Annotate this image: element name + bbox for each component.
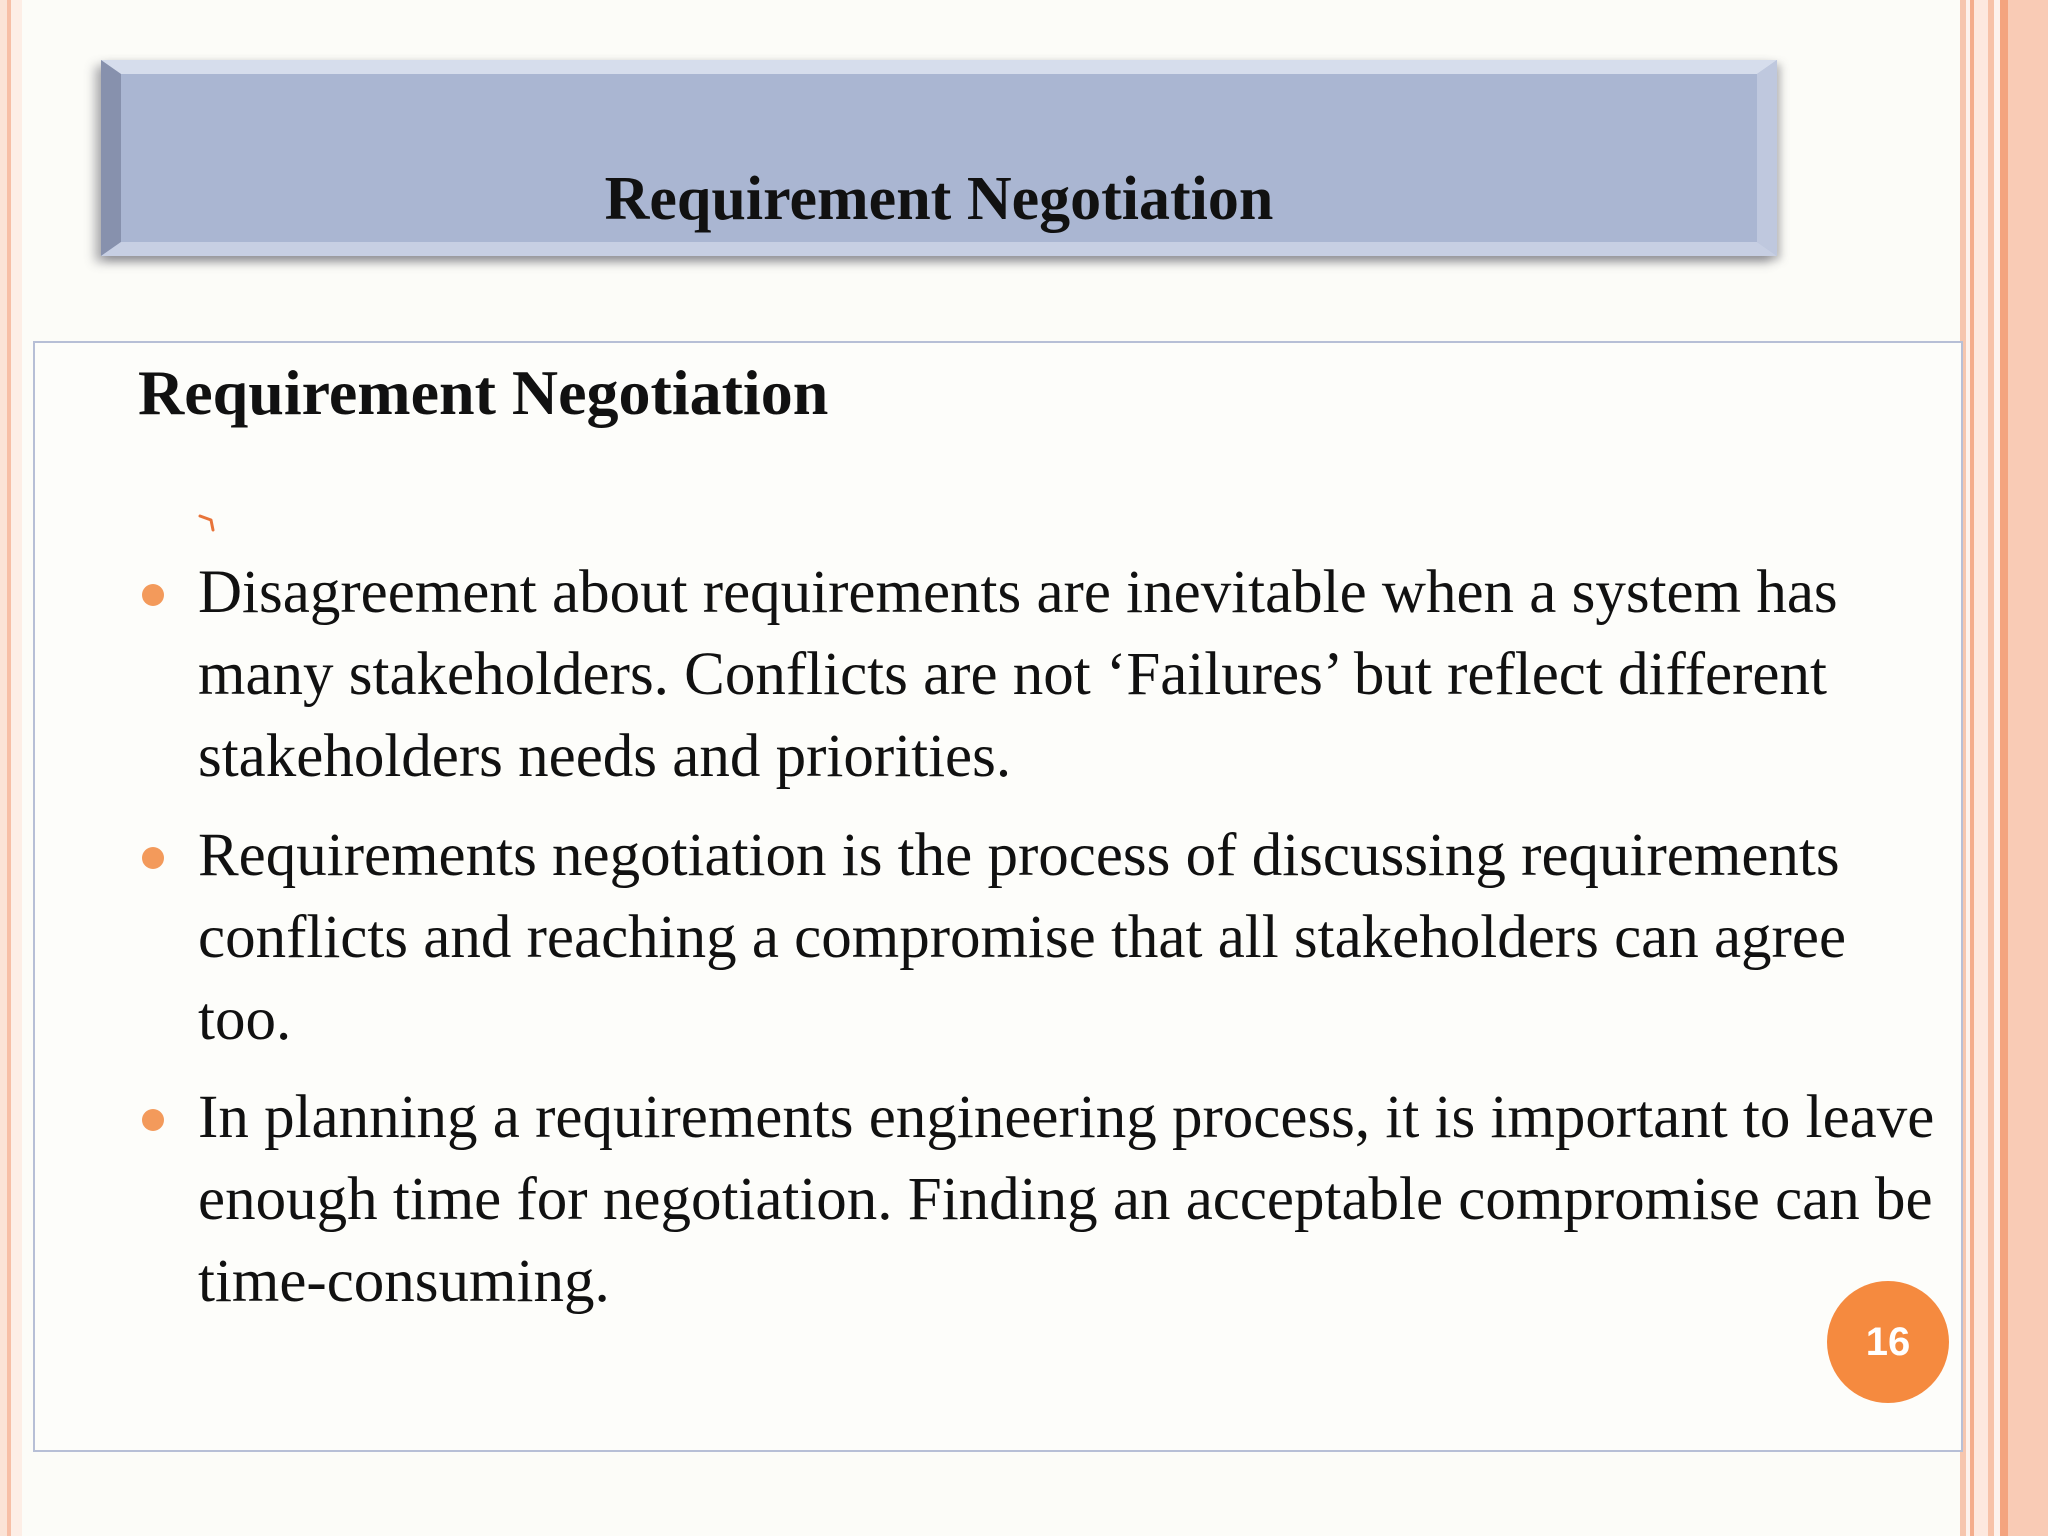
right-decorative-border — [1960, 0, 2048, 1536]
circle-bullet-icon — [142, 584, 164, 606]
title-bar — [101, 60, 1777, 256]
bullet-item — [198, 1077, 1938, 1323]
slide-title: Requirement Negotiation — [604, 165, 1274, 233]
check-mark-icon — [197, 508, 223, 534]
content-subheading: Requirement Negotiation — [138, 357, 829, 428]
circle-bullet-icon — [142, 847, 164, 869]
left-decorative-border — [0, 0, 22, 1536]
page-number-badge: 16 — [1827, 1281, 1949, 1403]
bullet-item — [198, 815, 1938, 1061]
bullet-text: Disagreement about requirements are inevitable when a system has many stakeholders. Conflicts are not ‘Failures’ but reflect different stakeholders needs and priorities. — [198, 559, 1838, 790]
circle-bullet-icon — [142, 1109, 164, 1131]
bullet-text: Requirements negotiation is the process of discussing requirements conflicts and reaching a compromise that all stakeholders can agree too. — [198, 822, 1847, 1053]
bullet-item — [198, 552, 1938, 798]
bullet-text: In planning a requirements engineering process, it is important to leave enough time for negotiation. Finding an acceptable compromise can be time-consuming. — [198, 1084, 1935, 1315]
